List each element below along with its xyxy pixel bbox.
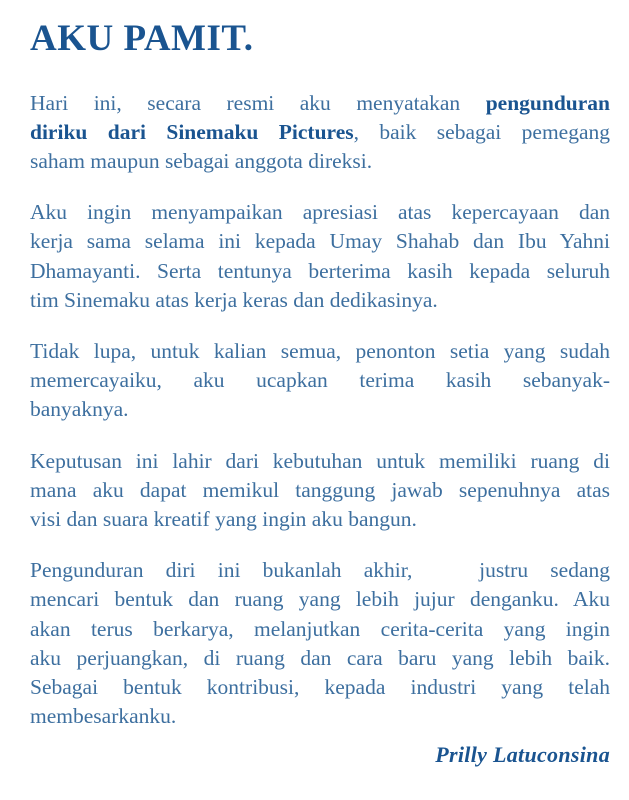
text-line [30, 337, 610, 366]
paragraph-1 [30, 89, 610, 177]
signature-row [30, 742, 610, 768]
text-run: Dhamayanti. Serta tentunya berterima kasih kepada seluruh [30, 258, 610, 283]
text-line [30, 476, 610, 505]
paragraph-2 [30, 198, 610, 315]
text-run: aku perjuangkan, di ruang dan cara baru yang lebih baik. [30, 645, 610, 670]
text-run: membesarkanku. [30, 704, 177, 729]
text-line [30, 702, 610, 731]
letter-body [30, 89, 610, 732]
text-line [30, 118, 610, 147]
text-line [30, 286, 610, 315]
text-line [30, 585, 610, 614]
text-run: memercayaiku, aku ucapkan terima kasih sebanyak- [30, 368, 610, 393]
emphasis-run: diriku dari Sinemaku Pictures [30, 119, 354, 144]
text-line [30, 198, 610, 227]
text-run: kerja sama selama ini kepada Umay Shahab dan Ibu Yahni [30, 229, 610, 254]
text-line [30, 89, 610, 118]
text-line [30, 447, 610, 476]
text-line [30, 556, 610, 585]
text-run: Pengunduran diri ini bukanlah akhir, justru sedang [30, 558, 610, 583]
text-run: Aku ingin menyampaikan apresiasi atas kepercayaan dan [30, 200, 610, 225]
text-run: Hari ini, secara resmi aku menyatakan [30, 90, 486, 115]
text-run: tim Sinemaku atas kerja keras dan dedikasinya. [30, 287, 438, 312]
text-run: mana aku dapat memikul tanggung jawab sepenuhnya atas [30, 477, 610, 502]
text-line [30, 257, 610, 286]
author-signature: Prilly Latuconsina [435, 742, 610, 767]
text-run: Keputusan ini lahir dari kebutuhan untuk memiliki ruang di [30, 448, 610, 473]
text-run: mencari bentuk dan ruang yang lebih jujur denganku. Aku [30, 587, 610, 612]
text-line [30, 615, 610, 644]
text-run: Sebagai bentuk kontribusi, kepada industri yang telah [30, 675, 610, 699]
text-run: saham maupun sebagai anggota direksi. [30, 148, 373, 173]
text-line [30, 644, 610, 673]
text-run: banyaknya. [30, 397, 129, 422]
text-line [30, 227, 610, 256]
text-line [30, 147, 610, 176]
text-line [30, 366, 610, 395]
text-line [30, 395, 610, 424]
page-title: AKU PAMIT. [30, 18, 254, 59]
text-run: Tidak lupa, untuk kalian semua, penonton setia yang sudah [30, 338, 610, 363]
paragraph-3 [30, 337, 610, 425]
text-run: , baik sebagai pemegang [353, 119, 611, 144]
text-line [30, 505, 610, 534]
paragraph-5 [30, 556, 610, 731]
paragraph-4 [30, 447, 610, 535]
text-run: akan terus berkarya, melanjutkan cerita-cerita yang ingin [30, 616, 610, 641]
text-line [30, 673, 610, 702]
emphasis-run: pengunduran [485, 90, 610, 115]
text-run: visi dan suara kreatif yang ingin aku bangun. [30, 506, 417, 531]
